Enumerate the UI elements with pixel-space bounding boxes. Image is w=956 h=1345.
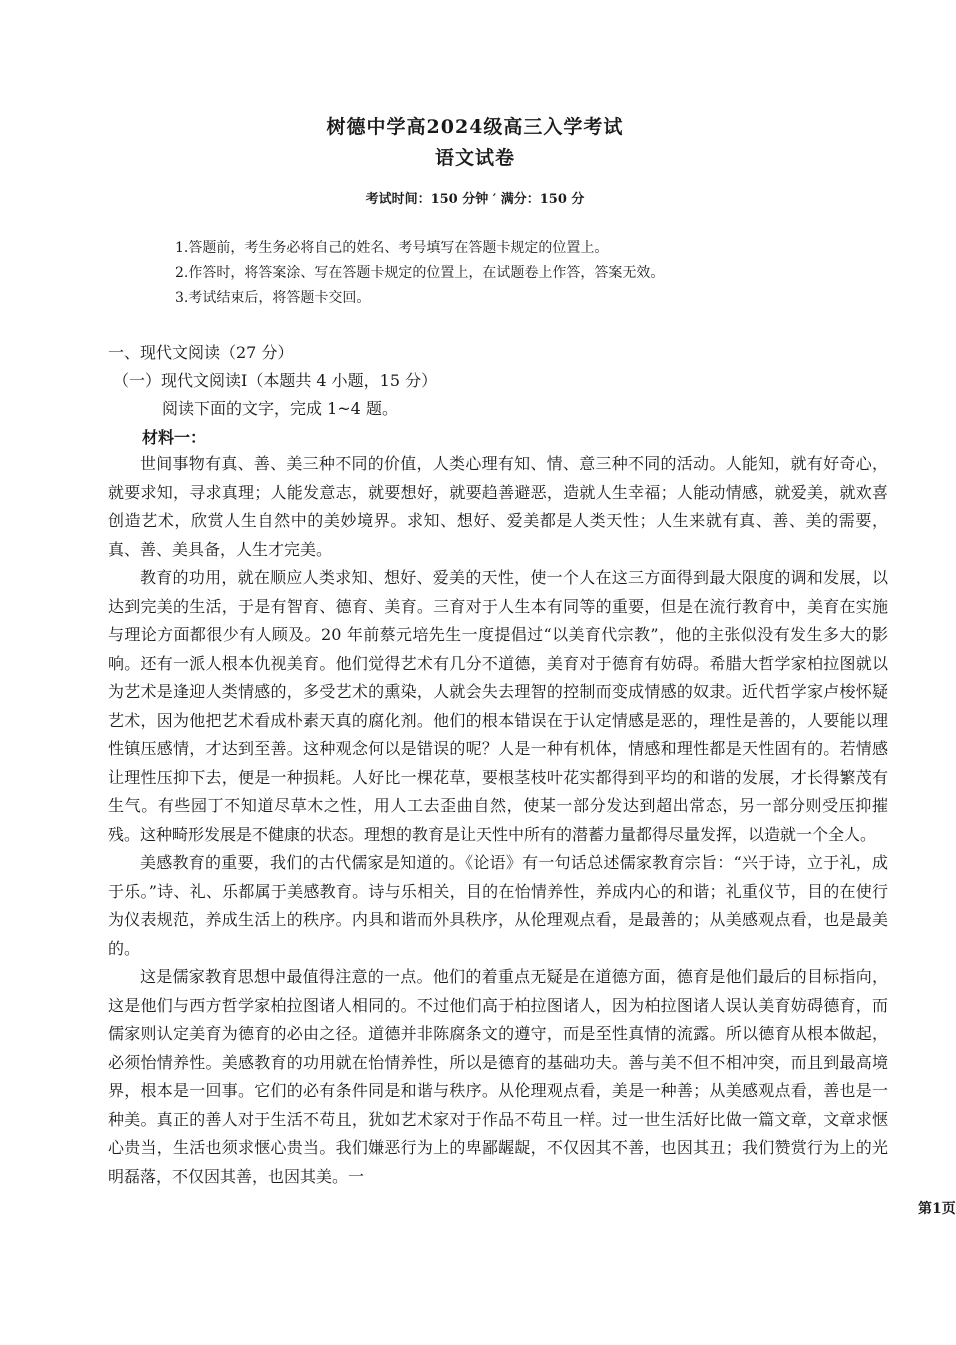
instruction-note: 3.考试结束后，将答题卡交回。 xyxy=(175,290,371,306)
passage-paragraph: 这是儒家教育思想中最值得注意的一点。他们的着重点无疑是在道德方面，德育是他们最后的目标指向，这是他们与西方哲学家柏拉图诸人相同的。不过他们高于柏拉图诸人，因为柏拉图诸人误认美育妨碍德育，而儒家则认定美育为德育的必由之径。道德并非陈腐条文的遵守，而是至性真情的流露。所以德育从根本做起，必须怡情养性。美感教育的功用就在怡情养性，所以是德育的基础功夫。善与美不但不相冲突，而且到最高境界，根本是一回事。它们的必有条件同是和谐与秩序。从伦理观点看，美是一种善；从美感观点看，善也是一种美。真正的善人对于生活不苟且，犹如艺术家对于作品不苟且一样。过一世生活好比做一篇文章，文章求惬心贵当，生活也须求惬心贵当。我们嫌恶行为上的卑鄙龌龊，不仅因其不善，也因其丑；我们赞赏行为上的光明磊落，不仅因其善，也因其美。一 xyxy=(108,967,888,1186)
instruction-note: 2.作答时，将答案涂、写在答题卡规定的位置上，在试题卷上作答，答案无效。 xyxy=(175,265,665,281)
reading-instruction: 阅读下面的文字，完成 1~4 题。 xyxy=(162,399,398,418)
instructions-list xyxy=(175,236,664,311)
passage-paragraph: 美感教育的重要，我们的古代儒家是知道的。《论语》有一句话总述儒家教育宗旨：“兴于诗，立于礼，成于乐。”诗、礼、乐都属于美感教育。诗与乐相关，目的在怡情养性，养成内心的和谐；礼重仪节，目的在使行为仪表规范，养成生活上的秩序。内具和谐而外具秩序，从伦理观点看，是最善的；从美感观点看，也是最美的。 xyxy=(108,853,888,958)
exam-subtitle: 语文试卷 xyxy=(434,147,515,169)
section-heading: 一、现代文阅读（27 分） xyxy=(108,343,294,362)
reading-passage xyxy=(108,450,888,1191)
passage-paragraph: 世间事物有真、善、美三种不同的价值，人类心理有知、情、意三种不同的活动。人能知，就有好奇心，就要求知，寻求真理；人能发意志，就要想好，就要趋善避恶，造就人生幸福；人能动情感，就爱美，就欢喜创造艺术，欣赏人生自然中的美妙境界。求知、想好、爱美都是人类天性；人生来就有真、善、美的需要，真、善、美具备，人生才完美。 xyxy=(108,454,888,559)
page-number: 第1页 xyxy=(918,1201,956,1217)
material-label: 材料一： xyxy=(142,428,207,447)
instruction-note: 1.答题前，考生务必将自己的姓名、考号填写在答题卡规定的位置上。 xyxy=(175,240,609,256)
exam-info: 考试时间：150 分钟 ′ 满分：150 分 xyxy=(365,192,585,207)
subsection-heading: （一）现代文阅读Ⅰ（本题共 4 小题，15 分） xyxy=(113,371,438,390)
exam-title: 树德中学高2024级高三入学考试 xyxy=(326,116,624,138)
passage-paragraph: 教育的功用，就在顺应人类求知、想好、爱美的天性，使一个人在这三方面得到最大限度的调和发展，以达到完美的生活，于是有智育、德育、美育。三育对于人生本有同等的重要，但是在流行教育中，美育在实施与理论方面都很少有人顾及。20 年前蔡元培先生一度提倡过“以美育代宗教”，他的主张似没有发生多大的影响。还有一派人根本仇视美育。他们觉得艺术有几分不道德，美育对于德育有妨碍。希腊大哲学家柏拉图就以为艺术是逢迎人类情感的，多受艺术的熏染，人就会失去理智的控制而变成情感的奴隶。近代哲学家卢梭怀疑艺术，因为他把艺术看成朴素天真的腐化剂。他们的根本错误在于认定情感是恶的，理性是善的，人要能以理性镇压感情，才达到至善。这种观念何以是错误的呢？人是一种有机体，情感和理性都是天性固有的。若情感让理性压抑下去，便是一种损耗。人好比一棵花草，要根茎枝叶花实都得到平均的和谐的发展，才长得繁茂有生气。有些园丁不知道尽草木之性，用人工去歪曲自然，使某一部分发达到超出常态，另一部分则受压抑摧残。这种畸形发展是不健康的状态。理想的教育是让天性中所有的潜蓄力量都得尽量发挥，以造就一个全人。 xyxy=(108,568,888,844)
